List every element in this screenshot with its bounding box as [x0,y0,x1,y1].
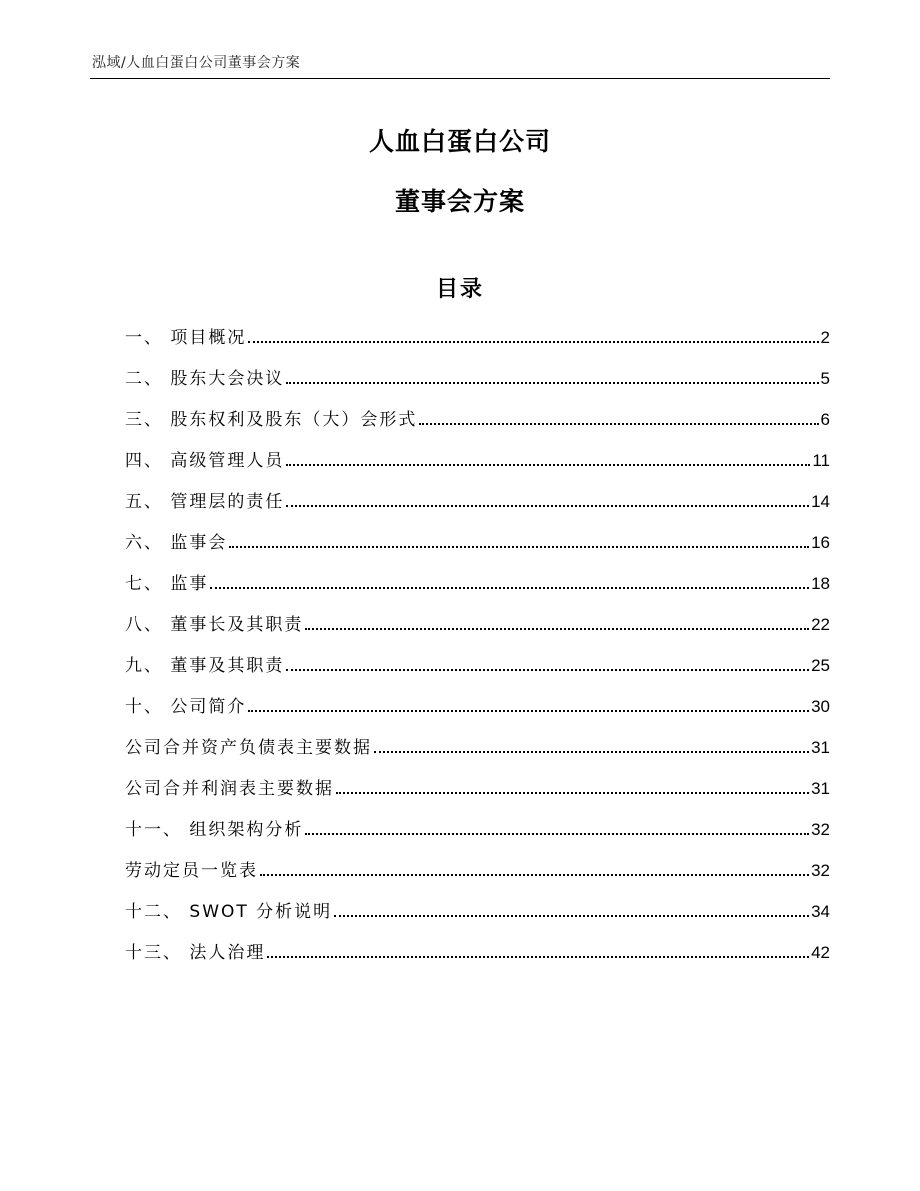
toc-entry-page: 31 [811,738,830,757]
toc-entry-label: 十二、 SWOT 分析说明 [125,902,333,922]
toc-dot-leader [286,505,809,507]
toc-entry-page: 16 [811,533,830,552]
toc-entry-label: 七、 监事 [125,574,209,594]
toc-dot-leader [374,751,809,753]
toc-entry[interactable] [125,897,830,938]
toc-entry[interactable] [125,446,830,487]
toc-entry-page: 31 [811,779,830,798]
toc-entry[interactable] [125,815,830,856]
toc-dot-leader [286,669,809,671]
toc-entry-page: 5 [820,369,830,388]
toc-entry[interactable] [125,323,830,364]
toc-entry-label: 公司合并利润表主要数据 [125,779,334,799]
document-subtitle: 董事会方案 [394,187,525,216]
toc-entry-label: 四、 高级管理人员 [125,451,285,471]
toc-dot-leader [286,382,818,384]
toc-entry-label: 九、 董事及其职责 [125,656,285,676]
toc-entry-page: 11 [812,451,830,470]
toc-entry-page: 42 [811,943,830,962]
toc-entry[interactable] [125,733,830,774]
toc-dot-leader [248,710,809,712]
toc-dot-leader [248,341,818,343]
toc-entry[interactable] [125,569,830,610]
toc-entry-label: 三、 股东权利及股东（大）会形式 [125,410,418,430]
toc-entry-label: 一、 项目概况 [125,328,247,348]
toc-entry-label: 公司合并资产负债表主要数据 [125,738,372,758]
toc-heading: 目录 [435,277,484,302]
toc-dot-leader [286,464,810,466]
toc-entry[interactable] [125,405,830,446]
toc-entry-page: 14 [811,492,830,511]
running-header: 泓域/人血白蛋白公司董事会方案 [92,55,301,71]
toc-entry-label: 十一、 组织架构分析 [125,820,304,840]
toc-entry[interactable] [125,528,830,569]
toc-entry[interactable] [125,774,830,815]
document-title: 人血白蛋白公司 [368,127,551,156]
toc-entry[interactable] [125,692,830,733]
toc-entry-page: 22 [811,615,830,634]
toc-dot-leader [336,792,809,794]
toc-entry-page: 2 [820,328,830,347]
toc-entry-label: 十三、 法人治理 [125,943,266,963]
toc-entry-page: 30 [811,697,830,716]
toc-entry-label: 八、 董事长及其职责 [125,615,304,635]
toc-entry-page: 32 [811,820,830,839]
toc-entry-page: 32 [811,861,830,880]
toc-entry[interactable] [125,938,830,979]
toc-dot-leader [229,546,809,548]
toc-dot-leader [334,915,809,917]
toc-entry-page: 18 [811,574,830,593]
toc-dot-leader [267,956,809,958]
toc-dot-leader [305,628,809,630]
toc-entry[interactable] [125,364,830,405]
toc-entry-page: 25 [811,656,830,675]
toc-dot-leader [210,587,809,589]
toc-entry-label: 二、 股东大会决议 [125,369,285,389]
table-of-contents [125,323,830,979]
toc-entry[interactable] [125,487,830,528]
toc-entry[interactable] [125,856,830,897]
toc-entry-page: 34 [811,902,830,921]
toc-entry-label: 五、 管理层的责任 [125,492,285,512]
toc-dot-leader [419,423,818,425]
toc-entry[interactable] [125,651,830,692]
toc-dot-leader [260,874,809,876]
toc-dot-leader [305,833,809,835]
toc-entry-label: 劳动定员一览表 [125,861,258,881]
header-rule [90,78,830,79]
toc-entry-label: 十、 公司简介 [125,697,247,717]
toc-entry-label: 六、 监事会 [125,533,228,553]
toc-entry[interactable] [125,610,830,651]
toc-entry-page: 6 [820,410,830,429]
